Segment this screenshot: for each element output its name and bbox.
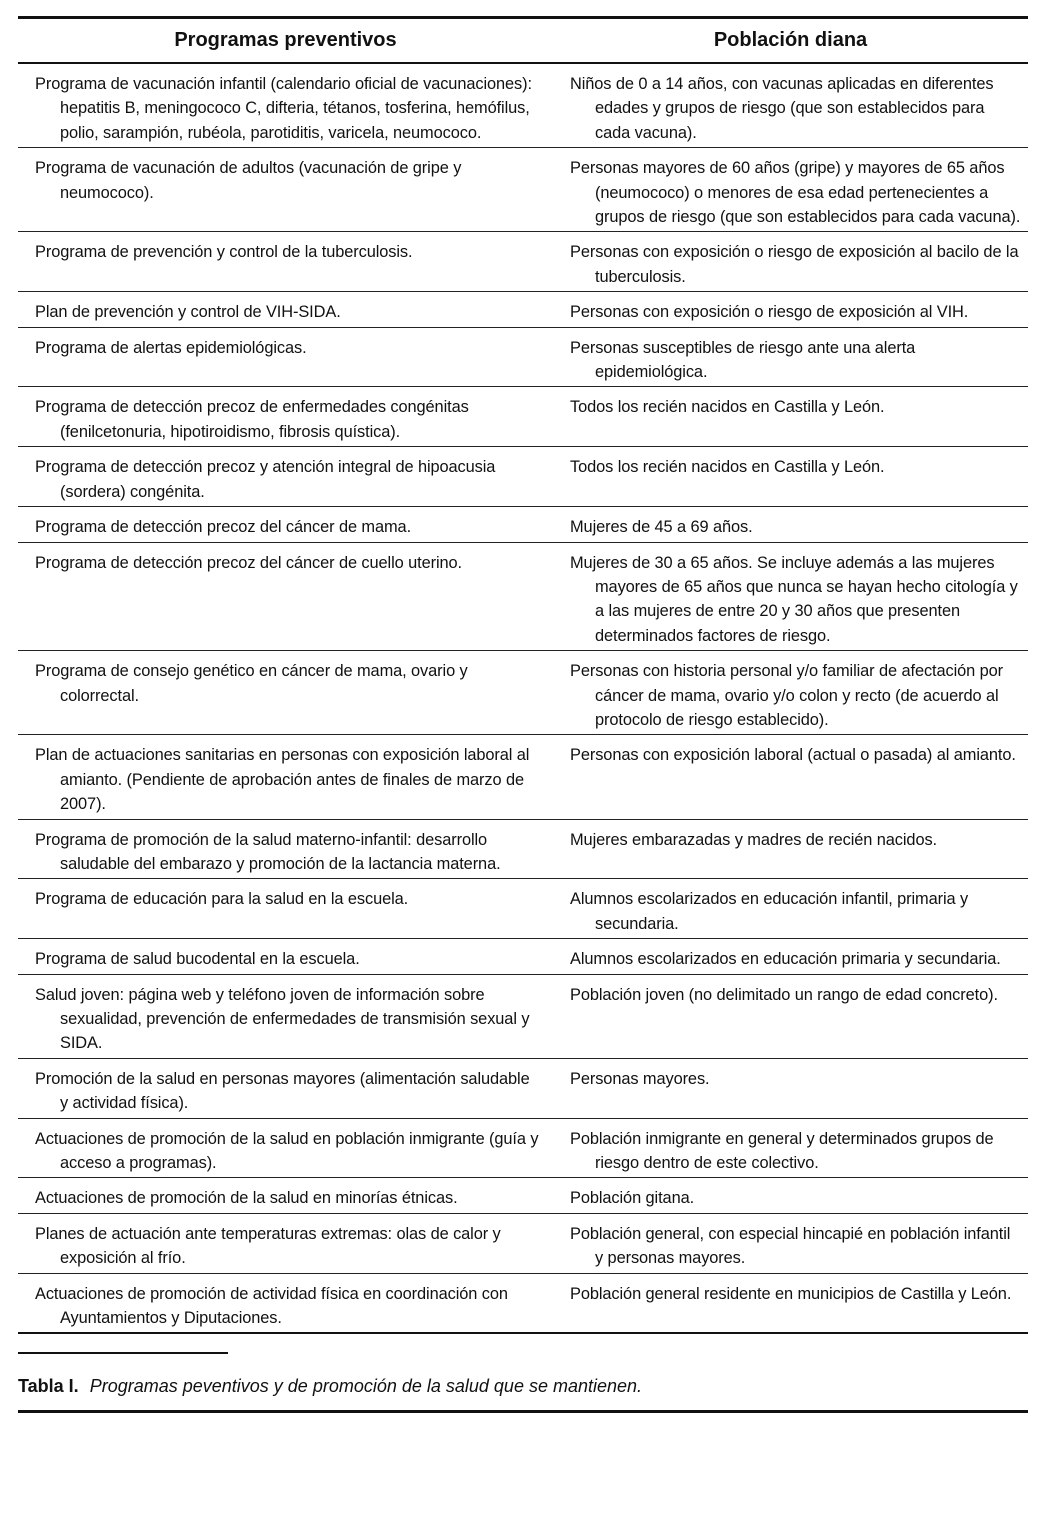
- bottom-rule: [18, 1410, 1028, 1413]
- table-row: [18, 232, 1028, 292]
- program-cell: [18, 974, 553, 1058]
- program-cell: [18, 1178, 553, 1213]
- population-cell: [553, 1118, 1028, 1178]
- program-text: Programa de vacunación de adultos (vacunación de gripe y neumococo).: [35, 159, 462, 202]
- population-cell: [553, 879, 1028, 939]
- program-cell: [18, 327, 553, 387]
- table-row: [18, 974, 1028, 1058]
- table-row: [18, 1058, 1028, 1118]
- caption-label: Tabla I.: [18, 1376, 79, 1396]
- program-cell: [18, 1213, 553, 1273]
- table-row: [18, 148, 1028, 232]
- header-row: [18, 18, 1028, 64]
- program-text: Programa de salud bucodental en la escuela.: [35, 950, 360, 969]
- population-text: Personas con historia personal y/o familiar de afectación por cáncer de mama, ovario y/o colon y recto (de acuerdo al protocolo de riesgo establecido).: [570, 662, 1004, 729]
- program-cell: [18, 63, 553, 148]
- population-cell: [553, 651, 1028, 735]
- population-cell: [553, 1213, 1028, 1273]
- population-cell: [553, 819, 1028, 879]
- table-row: [18, 1178, 1028, 1213]
- program-text: Actuaciones de promoción de actividad física en coordinación con Ayuntamientos y Diputaciones.: [35, 1284, 508, 1328]
- program-text: Salud joven: página web y teléfono joven de información sobre sexualidad, prevención de enfermedades de transmisión sexual y SIDA.: [35, 985, 530, 1053]
- program-text: Programa de promoción de la salud materno-infantil: desarrollo saludable del embarazo y promoción de la lactancia materna.: [35, 830, 501, 873]
- program-cell: [18, 1058, 553, 1118]
- population-text: Todos los recién nacidos en Castilla y León.: [570, 398, 885, 417]
- population-cell: [553, 939, 1028, 974]
- table-row: [18, 327, 1028, 387]
- program-cell: [18, 148, 553, 232]
- program-cell: [18, 1273, 553, 1333]
- table-row: [18, 447, 1028, 507]
- table-row: [18, 879, 1028, 939]
- population-text: Población general residente en municipios de Castilla y León.: [570, 1284, 1012, 1303]
- program-cell: [18, 939, 553, 974]
- program-text: Plan de actuaciones sanitarias en personas con exposición laboral al amianto. (Pendiente de aprobación antes de finales de marzo de 2007).: [35, 746, 530, 814]
- population-text: Personas mayores.: [570, 1069, 710, 1088]
- population-cell: [553, 735, 1028, 819]
- program-text: Programa de consejo genético en cáncer de mama, ovario y colorrectal.: [35, 662, 468, 705]
- caption-text: Programas peventivos y de promoción de la salud que se mantienen.: [89, 1376, 643, 1396]
- population-cell: [553, 232, 1028, 292]
- table-row: [18, 735, 1028, 819]
- program-cell: [18, 542, 553, 651]
- population-cell: [553, 387, 1028, 447]
- table-row: [18, 651, 1028, 735]
- population-cell: [553, 148, 1028, 232]
- population-text: Población inmigrante en general y determinados grupos de riesgo dentro de este colectivo.: [570, 1129, 994, 1173]
- population-text: Población general, con especial hincapié en población infantil y personas mayores.: [570, 1224, 1011, 1268]
- population-cell: [553, 447, 1028, 507]
- program-text: Programa de vacunación infantil (calendario oficial de vacunaciones): hepatitis B, meningococo C, difteria, tétanos, tosferina, hemófilus, polio, sarampión, rubéola, parotiditis, varicela, neumococo.: [35, 75, 532, 142]
- population-text: Mujeres de 30 a 65 años. Se incluye además a las mujeres mayores de 65 años que nunca se hayan hecho citología y a las mujeres de entre 20 y 30 años que presenten determinados factores de riesgo.: [570, 553, 1018, 645]
- table-row: [18, 292, 1028, 327]
- population-text: Personas con exposición o riesgo de exposición al VIH.: [570, 303, 969, 322]
- program-cell: [18, 387, 553, 447]
- program-cell: [18, 507, 553, 542]
- program-text: Planes de actuación ante temperaturas extremas: olas de calor y exposición al frío.: [35, 1224, 501, 1268]
- table-row: [18, 63, 1028, 148]
- table-row: [18, 387, 1028, 447]
- program-cell: [18, 447, 553, 507]
- population-cell: [553, 1058, 1028, 1118]
- population-cell: [553, 507, 1028, 542]
- table-row: [18, 1118, 1028, 1178]
- population-text: Personas mayores de 60 años (gripe) y mayores de 65 años (neumococo) o menores de esa edad pertenecientes a grupos de riesgo (que son establecidos para cada vacuna).: [570, 159, 1021, 227]
- program-cell: [18, 651, 553, 735]
- program-cell: [18, 1118, 553, 1178]
- population-text: Personas con exposición o riesgo de exposición al bacilo de la tuberculosis.: [570, 243, 1019, 286]
- population-cell: [553, 974, 1028, 1058]
- program-text: Programa de detección precoz y atención integral de hipoacusia (sordera) congénita.: [35, 458, 496, 501]
- table-row: [18, 542, 1028, 651]
- population-text: Mujeres embarazadas y madres de recién nacidos.: [570, 830, 938, 849]
- program-text: Programa de detección precoz del cáncer de cuello uterino.: [35, 553, 462, 572]
- population-text: Alumnos escolarizados en educación primaria y secundaria.: [570, 950, 1001, 969]
- population-text: Población gitana.: [570, 1189, 695, 1208]
- population-text: Alumnos escolarizados en educación infantil, primaria y secundaria.: [570, 890, 969, 933]
- program-text: Programa de alertas epidemiológicas.: [35, 338, 307, 357]
- table-header: [18, 18, 1028, 64]
- header-programs: Programas preventivos: [174, 29, 397, 51]
- program-text: Actuaciones de promoción de la salud en población inmigrante (guía y acceso a programas).: [35, 1129, 539, 1173]
- program-text: Programa de educación para la salud en la escuela.: [35, 890, 409, 909]
- population-text: Todos los recién nacidos en Castilla y León.: [570, 458, 885, 477]
- table-body: [18, 63, 1028, 1333]
- program-text: Actuaciones de promoción de la salud en minorías étnicas.: [35, 1189, 458, 1208]
- table-row: [18, 507, 1028, 542]
- program-text: Programa de detección precoz de enfermedades congénitas (fenilcetonuria, hipotiroidismo, fibrosis quística).: [35, 398, 469, 441]
- population-cell: [553, 63, 1028, 148]
- table-row: [18, 1273, 1028, 1333]
- program-cell: [18, 879, 553, 939]
- program-cell: [18, 292, 553, 327]
- population-cell: [553, 327, 1028, 387]
- population-cell: [553, 1178, 1028, 1213]
- population-text: Niños de 0 a 14 años, con vacunas aplicadas en diferentes edades y grupos de riesgo (que son establecidos para cada vacuna).: [570, 75, 994, 142]
- program-cell: [18, 819, 553, 879]
- table-row: [18, 1213, 1028, 1273]
- population-cell: [553, 1273, 1028, 1333]
- population-text: Personas con exposición laboral (actual o pasada) al amianto.: [570, 746, 1016, 765]
- program-cell: [18, 735, 553, 819]
- population-text: Mujeres de 45 a 69 años.: [570, 518, 753, 537]
- programs-table: [18, 16, 1028, 1334]
- header-population: Población diana: [713, 29, 868, 51]
- population-cell: [553, 542, 1028, 651]
- footnote-rule: [18, 1352, 228, 1354]
- program-text: Programa de detección precoz del cáncer de mama.: [35, 518, 412, 537]
- document-page: [18, 16, 1028, 1396]
- population-text: Personas susceptibles de riesgo ante una alerta epidemiológica.: [570, 338, 916, 382]
- table-caption: [18, 1374, 1028, 1398]
- table-row: [18, 939, 1028, 974]
- program-text: Programa de prevención y control de la tuberculosis.: [35, 243, 413, 262]
- table-row: [18, 819, 1028, 879]
- program-text: Promoción de la salud en personas mayores (alimentación saludable y actividad física).: [35, 1069, 530, 1113]
- program-text: Plan de prevención y control de VIH-SIDA.: [35, 303, 341, 322]
- population-text: Población joven (no delimitado un rango de edad concreto).: [570, 985, 998, 1004]
- population-cell: [553, 292, 1028, 327]
- program-cell: [18, 232, 553, 292]
